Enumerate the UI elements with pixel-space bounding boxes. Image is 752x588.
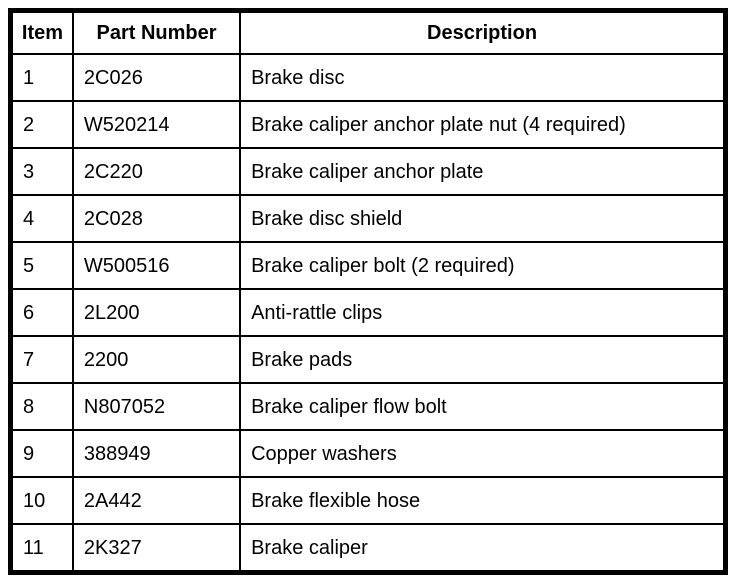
item-cell: 2 — [11, 101, 73, 148]
part-number-cell: 2A442 — [73, 477, 240, 524]
part-number-cell: 2C220 — [73, 148, 240, 195]
item-cell: 1 — [11, 54, 73, 101]
column-header-item: Item — [11, 11, 73, 55]
part-number-cell: 388949 — [73, 430, 240, 477]
description-cell: Brake caliper anchor plate — [240, 148, 725, 195]
description-cell: Brake caliper anchor plate nut (4 required) — [240, 101, 725, 148]
description-cell: Brake pads — [240, 336, 725, 383]
item-cell: 11 — [11, 524, 73, 573]
description-cell: Copper washers — [240, 430, 725, 477]
column-header-part-number: Part Number — [73, 11, 240, 55]
description-cell: Anti-rattle clips — [240, 289, 725, 336]
table-row — [11, 289, 726, 336]
item-cell: 8 — [11, 383, 73, 430]
part-number-cell: 2K327 — [73, 524, 240, 573]
table-row — [11, 54, 726, 101]
parts-table — [8, 8, 728, 575]
part-number-cell: W500516 — [73, 242, 240, 289]
header-row — [11, 11, 726, 55]
table-row — [11, 101, 726, 148]
part-number-cell: W520214 — [73, 101, 240, 148]
item-cell: 6 — [11, 289, 73, 336]
item-cell: 3 — [11, 148, 73, 195]
part-number-cell: N807052 — [73, 383, 240, 430]
table-row — [11, 430, 726, 477]
item-cell: 10 — [11, 477, 73, 524]
part-number-cell: 2C026 — [73, 54, 240, 101]
item-cell: 5 — [11, 242, 73, 289]
table-row — [11, 336, 726, 383]
description-cell: Brake disc shield — [240, 195, 725, 242]
item-cell: 9 — [11, 430, 73, 477]
table-row — [11, 195, 726, 242]
description-cell: Brake caliper bolt (2 required) — [240, 242, 725, 289]
description-cell: Brake caliper — [240, 524, 725, 573]
item-cell: 7 — [11, 336, 73, 383]
part-number-cell: 2C028 — [73, 195, 240, 242]
table-row — [11, 242, 726, 289]
table-row — [11, 524, 726, 573]
parts-table-header — [11, 11, 726, 55]
description-cell: Brake disc — [240, 54, 725, 101]
table-row — [11, 477, 726, 524]
column-header-description: Description — [240, 11, 725, 55]
table-row — [11, 148, 726, 195]
part-number-cell: 2L200 — [73, 289, 240, 336]
item-cell: 4 — [11, 195, 73, 242]
part-number-cell: 2200 — [73, 336, 240, 383]
parts-table-body — [11, 54, 726, 573]
description-cell: Brake flexible hose — [240, 477, 725, 524]
description-cell: Brake caliper flow bolt — [240, 383, 725, 430]
table-row — [11, 383, 726, 430]
